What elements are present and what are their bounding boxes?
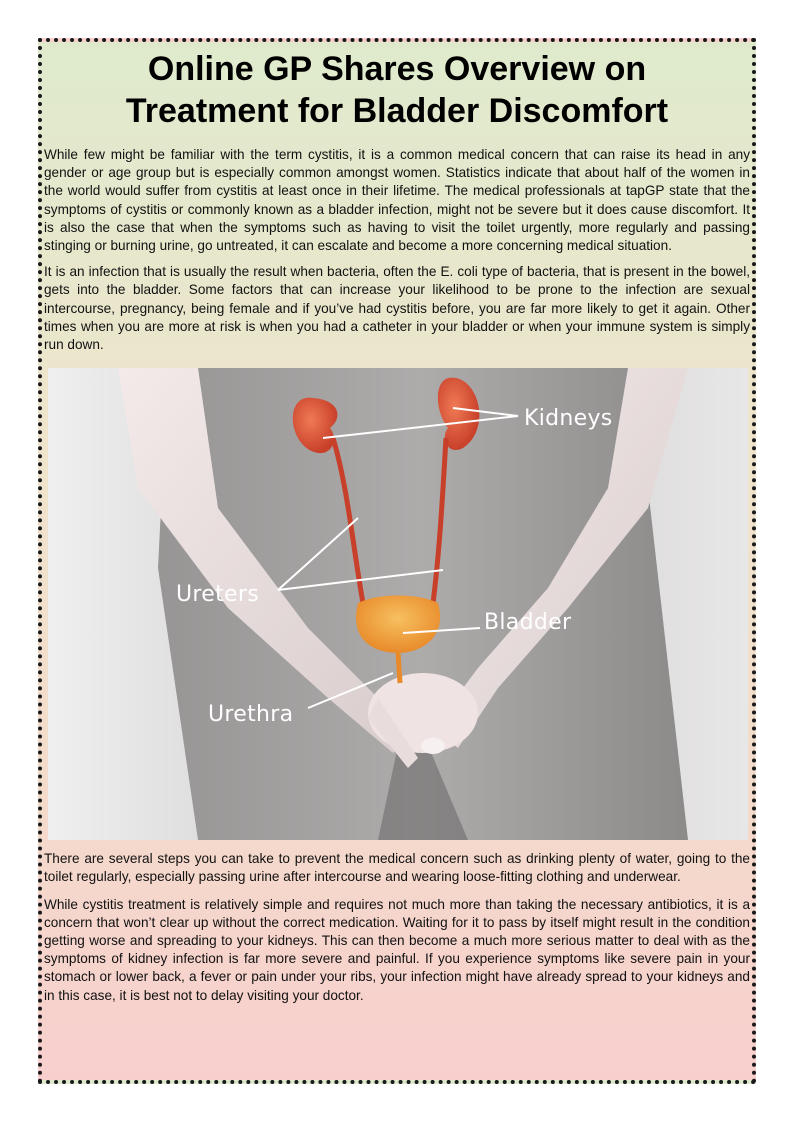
title-line-2: Treatment for Bladder Discomfort (125, 92, 669, 130)
label-urethra: Urethra (208, 702, 294, 728)
label-bladder: Bladder (484, 610, 572, 636)
paragraph-treatment: While cystitis treatment is relatively simple and requires not much more than taking the necessary antibiotics, it is a concern that won’t clear up without the correct medication. Waiting for it to pass by itself might result in the condition getting worse and spreading to your kidneys. This can then become a much more serious matter to deal with as the symptoms of kidney infection is far more severe and painful. If you experience symptoms like severe pain in your stomach or lower back, a fever or pain under your ribs, your infection might have already spread to your kidneys and in this case, it is best not to delay visiting your doctor. (44, 896, 750, 1003)
paragraph-prevention: There are several steps you can take to prevent the medical concern such as drinking plenty of water, going to the toilet regularly, especially passing urine after intercourse and wearing loose-fitting clothing and underwear. (44, 851, 750, 885)
document-frame (38, 38, 756, 1084)
page-title (42, 48, 752, 132)
title-line-1: Online GP Shares Overview on (147, 50, 647, 88)
paragraph-causes: It is an infection that is usually the result when bacteria, often the E. coli type of bacteria, that is present in the bowel, gets into the bladder. Some factors that can increase your likelihood to be prone to the infection are sexual intercourse, pregnancy, being female and if you’ve had cystitis before, you are far more likely to get it again. Other times when you are more at risk is when you had a catheter in your bladder or when your immune system is simply run down. (44, 264, 750, 353)
label-ureters: Ureters (176, 582, 259, 608)
paragraph-intro: While few might be familiar with the term cystitis, it is a common medical concern that can raise its head in any gender or age group but is especially common amongst women. Statistics indicate that about half of the women in the world would suffer from cystitis at least once in their lifetime. The medical professionals at tapGP state that the symptoms of cystitis or commonly known as a bladder infection, might not be severe but it does cause discomfort. It is also the case that when the symptoms such as having to visit the toilet urgently, more regularly and passing stinging or burning urine, go untreated, it can escalate and become a more concerning medical situation. (44, 147, 750, 254)
label-kidneys: Kidneys (524, 406, 613, 432)
anatomy-illustration (48, 368, 748, 840)
urinary-system-figure (48, 368, 748, 840)
